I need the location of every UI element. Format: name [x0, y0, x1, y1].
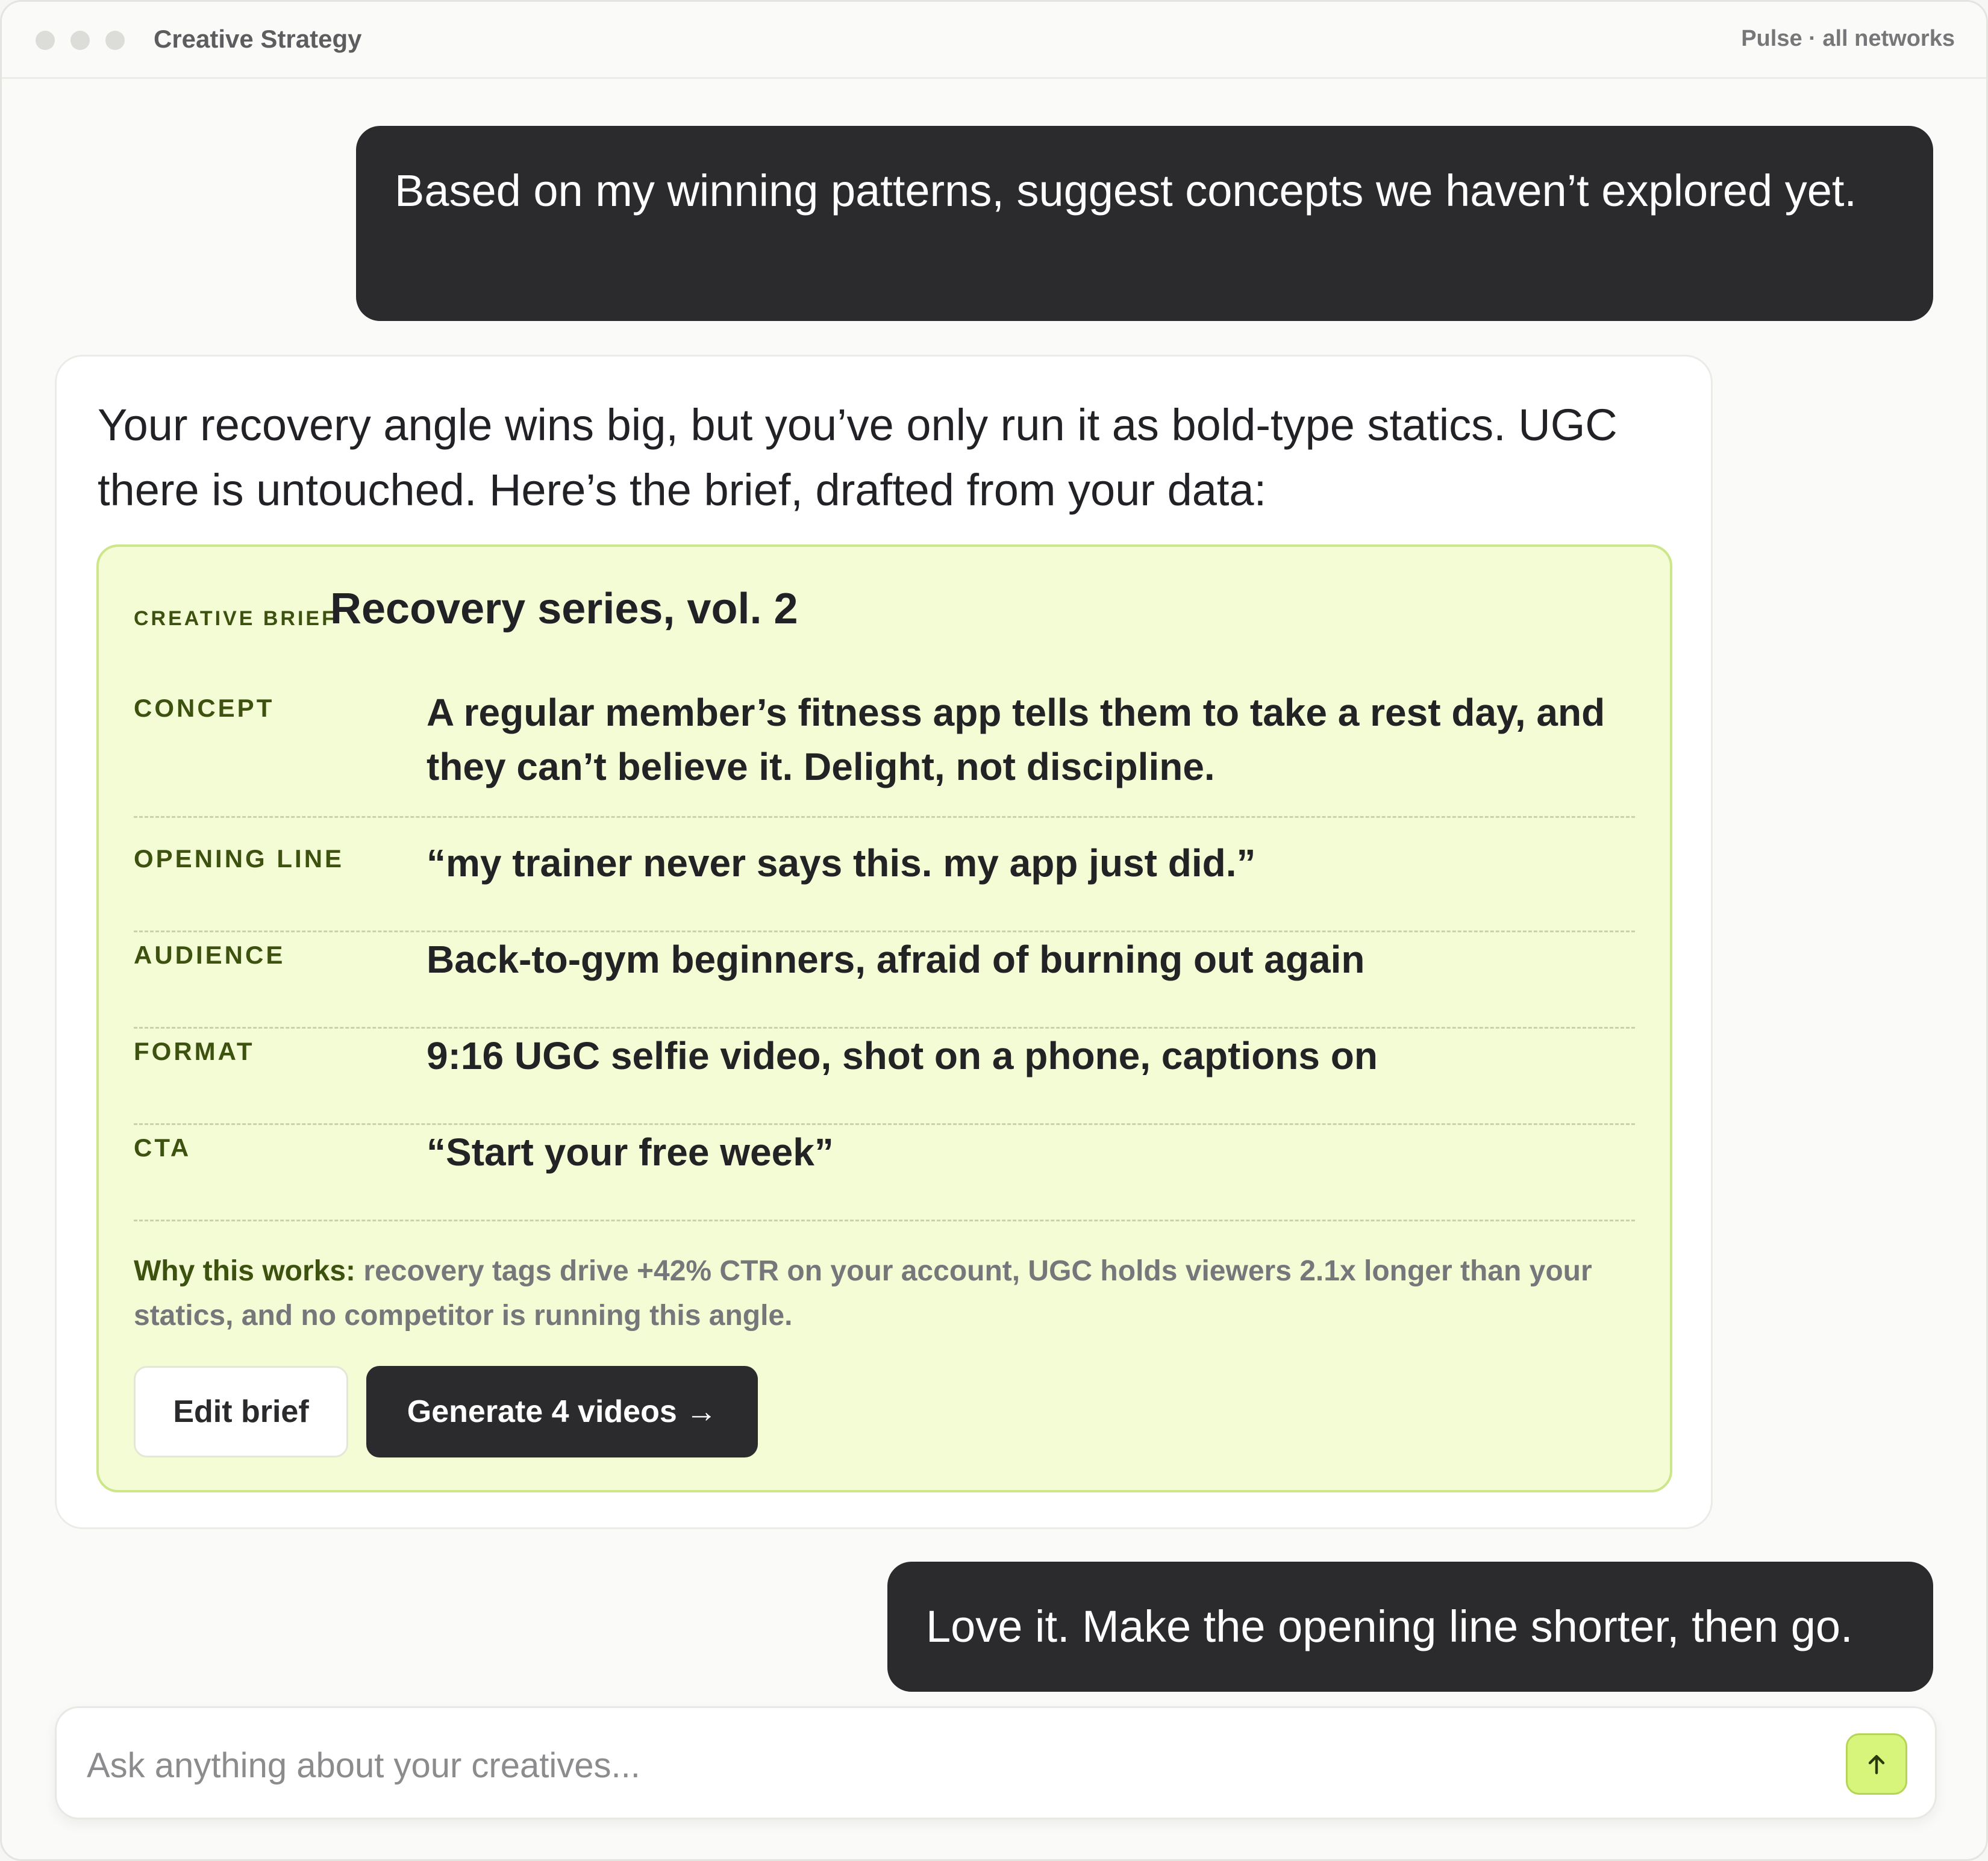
chat-input[interactable]: [87, 1732, 1834, 1798]
assistant-message: [55, 355, 1713, 1529]
brief-row-label: AUDIENCE: [134, 941, 286, 969]
window-minimize-dot[interactable]: [70, 31, 90, 50]
send-button[interactable]: [1846, 1733, 1907, 1795]
brief-row-value: “Start your free week”: [427, 1130, 834, 1174]
app-title: Creative Strategy: [154, 25, 362, 53]
arrow-up-icon: [1863, 1751, 1890, 1777]
user-message: Love it. Make the opening line shorter, then go.: [887, 1562, 1933, 1692]
generate-videos-button[interactable]: Generate 4 videos →: [366, 1366, 758, 1457]
brief-row-opening-line: [134, 836, 1635, 932]
title-bar: [2, 2, 1986, 79]
brief-row-label: CTA: [134, 1133, 192, 1162]
brief-kicker: CREATIVE BRIEF: [134, 607, 337, 630]
why-label: Why this works:: [134, 1255, 356, 1287]
brief-row-value: A regular member’s fitness app tells them to take a rest day, and they can’t believe it. Delight, not discipline.: [427, 691, 1605, 788]
window-close-dot[interactable]: [36, 31, 55, 50]
brief-row-value: “my trainer never says this. my app just did.”: [427, 841, 1256, 885]
brief-row-label: FORMAT: [134, 1037, 255, 1065]
assistant-intro-text: Your recovery angle wins big, but you’ve only run it as bold-type statics. UGC there is untouched. Here’s the brief, drafted from your data:: [98, 400, 1618, 515]
brief-row-audience: [134, 932, 1635, 1029]
network-status: Pulse · all networks: [1741, 26, 1955, 51]
why-this-works: [134, 1249, 1640, 1338]
window-zoom-dot[interactable]: [105, 31, 125, 50]
brief-row-label: OPENING LINE: [134, 844, 345, 873]
user-message: Based on my winning patterns, suggest concepts we haven’t explored yet.: [356, 126, 1933, 321]
brief-row-label: CONCEPT: [134, 694, 275, 722]
why-text: recovery tags drive +42% CTR on your account, UGC holds viewers 2.1x longer than your statics, and no competitor is running this angle.: [134, 1255, 1592, 1332]
chat-composer: [55, 1706, 1937, 1819]
brief-title: Recovery series, vol. 2: [330, 585, 798, 633]
brief-row-format: [134, 1029, 1635, 1125]
creative-brief-card: [96, 544, 1672, 1492]
edit-brief-button[interactable]: Edit brief: [134, 1366, 348, 1457]
brief-row-value: 9:16 UGC selfie video, shot on a phone, captions on: [427, 1034, 1378, 1077]
brief-row-value: Back-to-gym beginners, afraid of burning out again: [427, 938, 1365, 981]
brief-row-concept: [134, 685, 1635, 818]
brief-row-cta: [134, 1125, 1635, 1221]
